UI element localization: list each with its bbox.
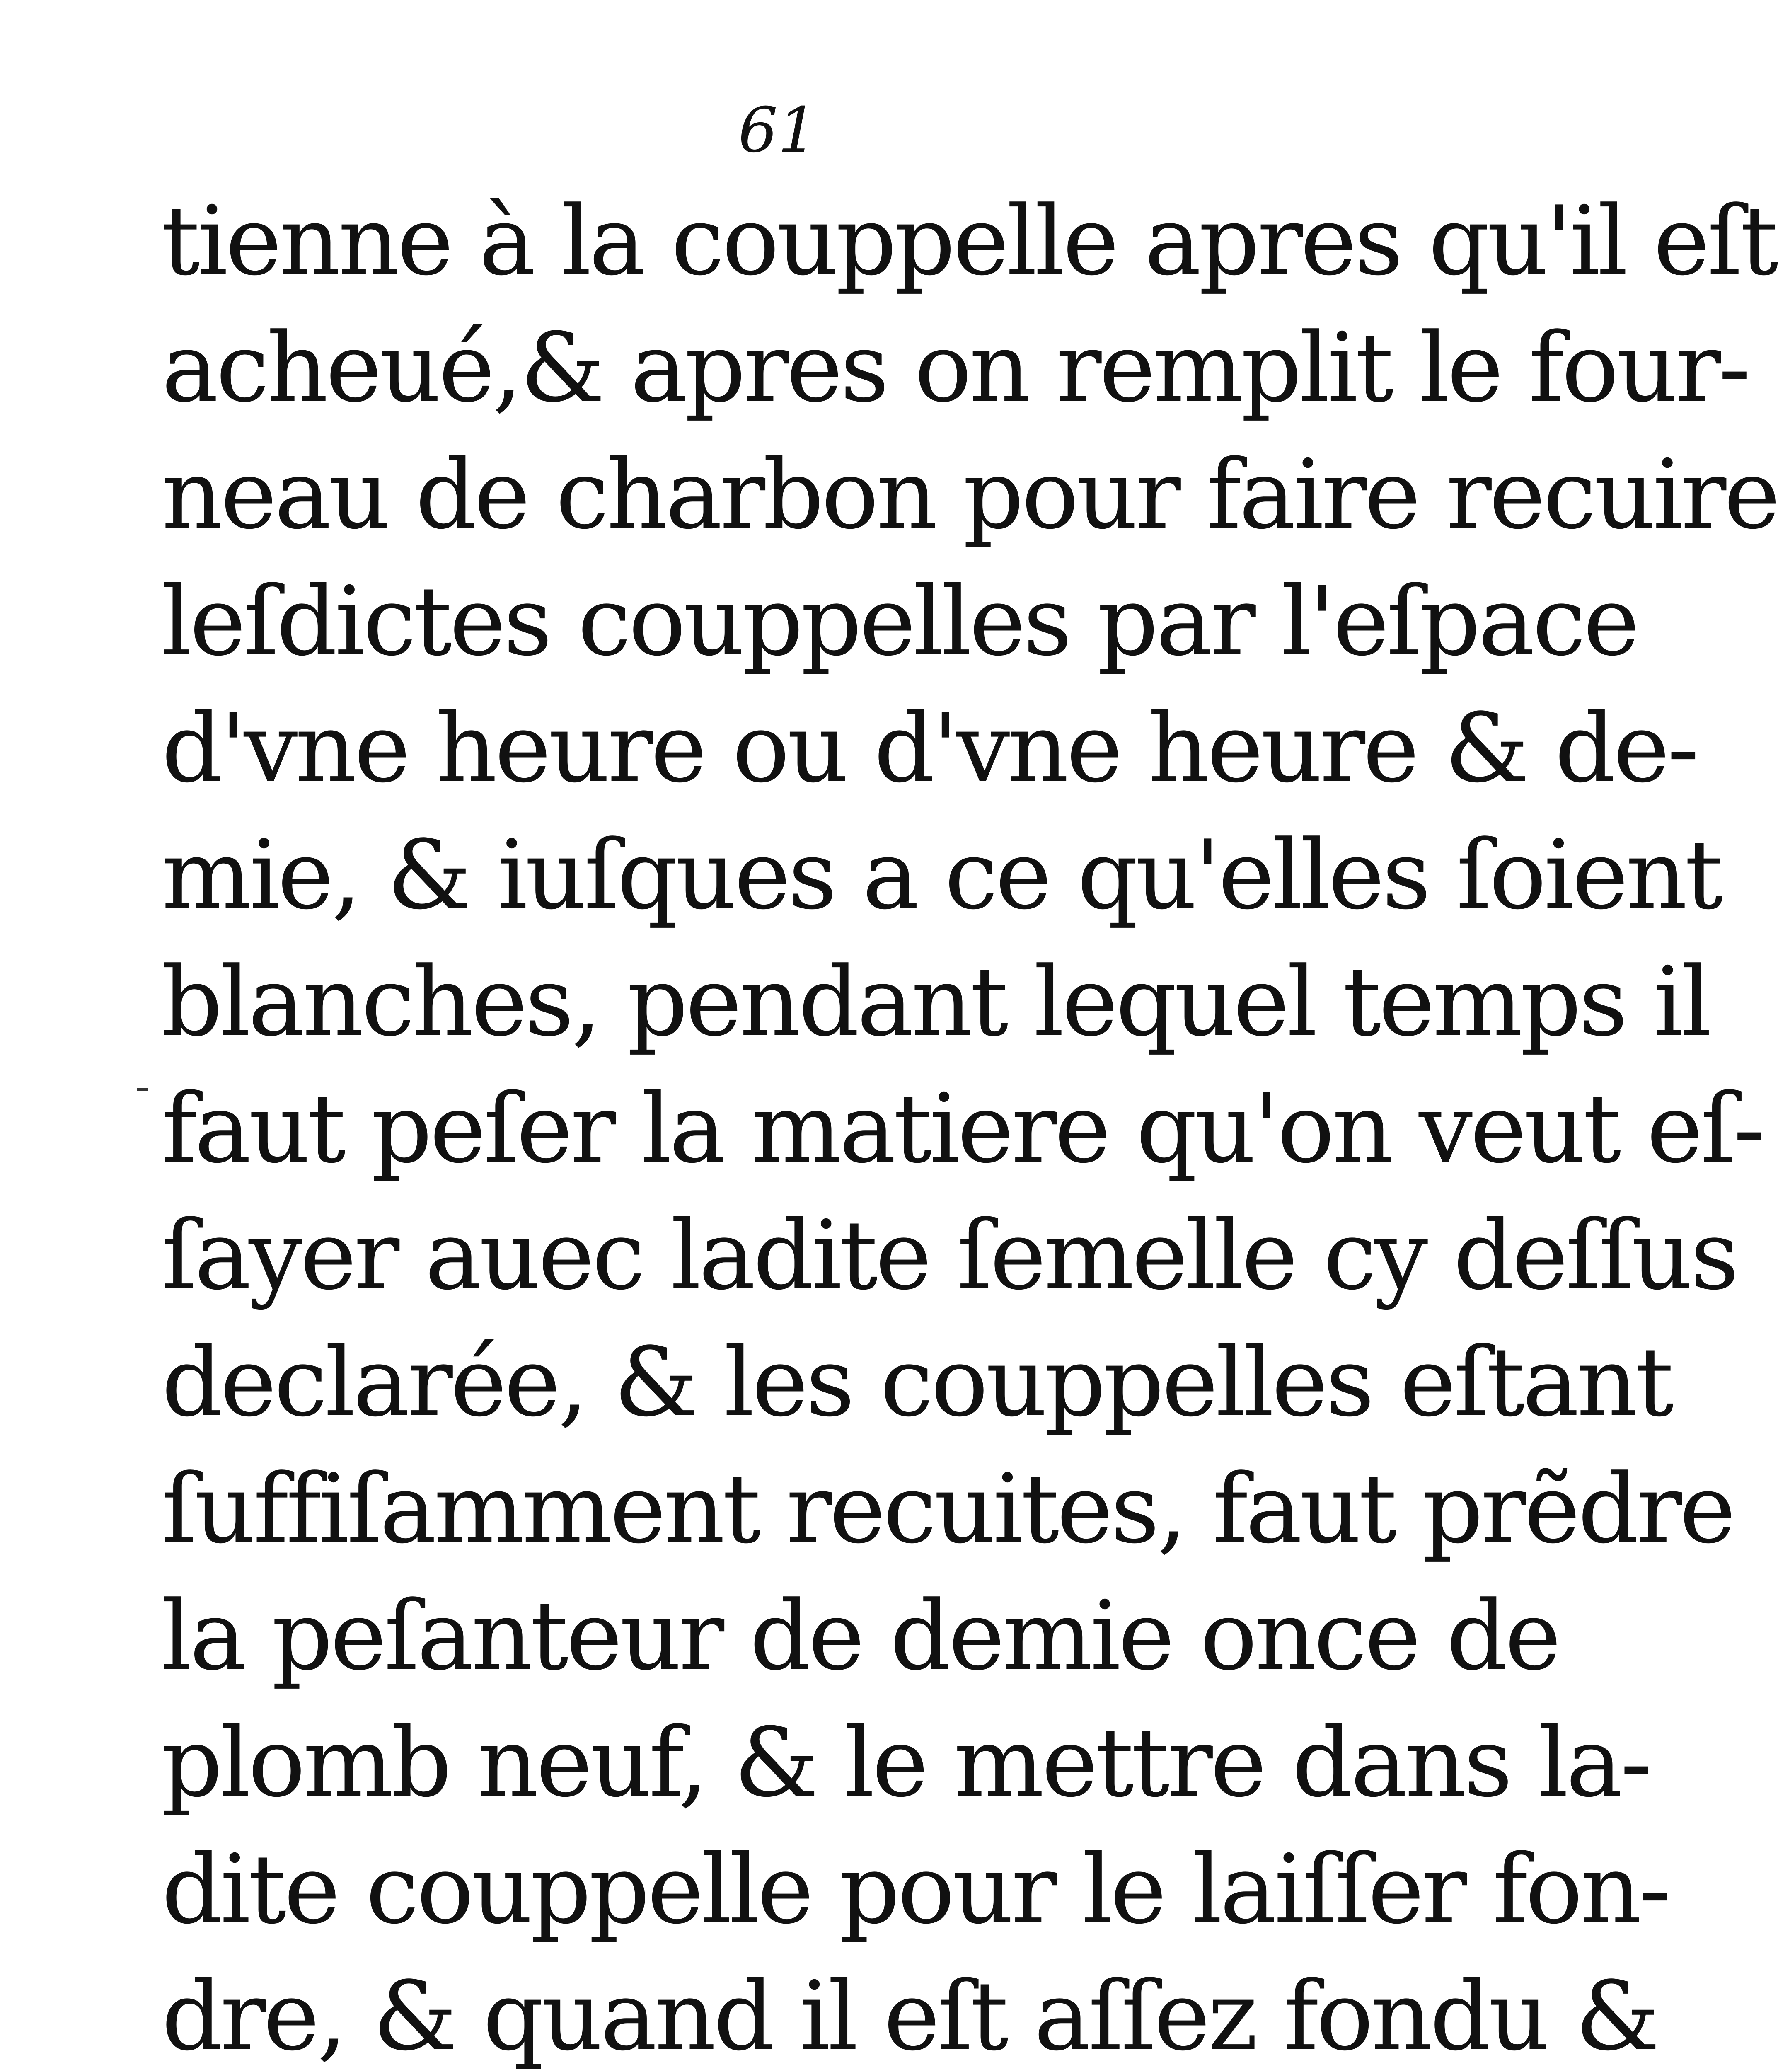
text-line: faut peſer la matiere qu'on veut eſ- [162, 1074, 1763, 1184]
margin-mark [137, 1088, 148, 1091]
text-line: d'vne heure ou d'vne heure & de- [162, 693, 1697, 804]
page-number: 61 [738, 94, 818, 167]
text-line: tienne à la couppelle apres qu'il eſt [162, 186, 1776, 297]
text-line: plomb neuf, & le mettre dans la- [162, 1708, 1650, 1818]
text-line: mie, & iuſques a ce qu'elles ſoient [162, 820, 1721, 931]
text-line: ſayer auec ladite ſemelle cy deſſus [162, 1201, 1737, 1311]
text-line: la peſanteur de demie once de [162, 1581, 1559, 1692]
text-line: neau de charbon pour faire recuire [162, 440, 1778, 550]
text-line: declarée, & les couppelles eſtant [162, 1327, 1672, 1438]
body-text [162, 178, 1778, 2072]
text-line: blanches, pendant lequel temps il [162, 947, 1709, 1058]
text-line: leſdictes couppelles par l'eſpace [162, 566, 1638, 677]
text-line: acheué,& apres on remplit le four- [162, 313, 1748, 424]
text-line: ſuffiſamment recuites, faut prẽdre [162, 1454, 1734, 1565]
text-line: dite couppelle pour le laiſſer fon- [162, 1835, 1669, 1945]
text-line: dre, & quand il eſt aſſez fondu & [162, 1961, 1658, 2072]
